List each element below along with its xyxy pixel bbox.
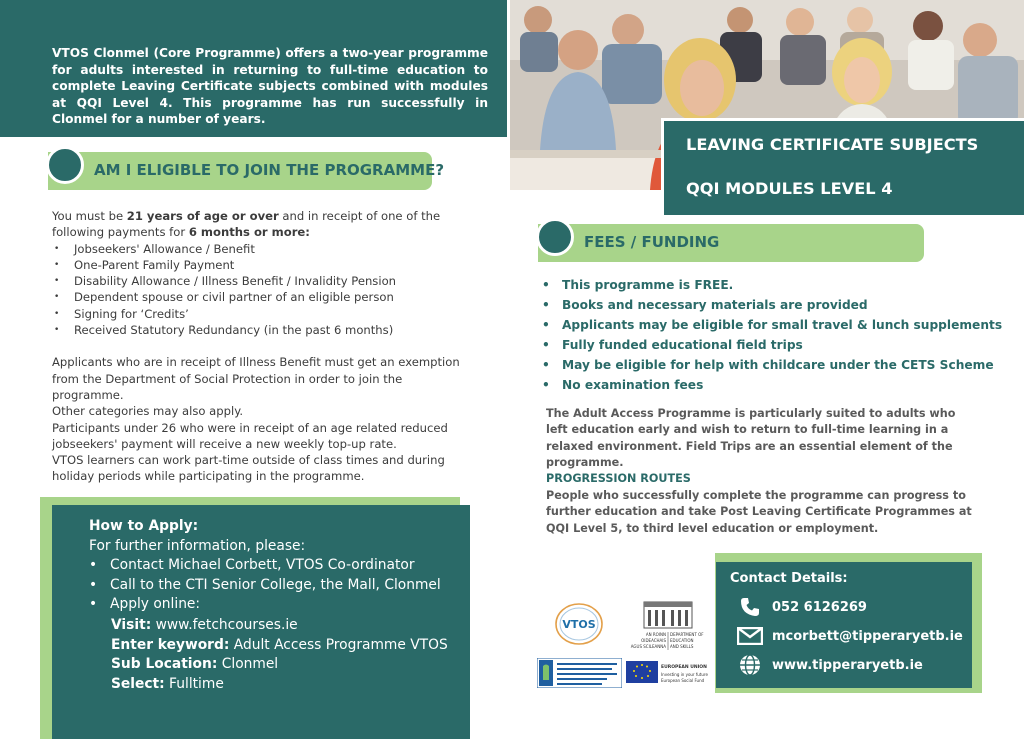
- detail-value: Fulltime: [164, 675, 224, 692]
- website-link[interactable]: www.fetchcourses.ie: [151, 616, 298, 633]
- payment-item: • Received Statutory Redundancy (in the past 6 months): [52, 322, 472, 338]
- fees-item: • This programme is FREE.: [540, 276, 1010, 296]
- fees-item: • Applicants may be eligible for small travel & lunch supplements: [540, 316, 1010, 336]
- department-of-education-logo: [630, 600, 706, 652]
- eligibility-note: VTOS learners can work part-time outside of class times and during holiday periods while participating in the programme.: [52, 453, 445, 484]
- contact-email[interactable]: mcorbett@tipperaryetb.ie: [772, 628, 963, 644]
- eligibility-note: Applicants who are in receipt of Illness Benefit must get an exemption from the Department of Social Protection in order to join the programme.: [52, 355, 460, 402]
- apply-online-details: [111, 616, 470, 694]
- contact-email-row[interactable]: [736, 624, 963, 648]
- fees-item: • May be eligible for help with childcare under the CETS Scheme: [540, 356, 1010, 376]
- detail-label: Visit:: [111, 616, 152, 633]
- fees-item: • Fully funded educational field trips: [540, 336, 1010, 356]
- dept-logo-text: AND SKILLS: [670, 644, 694, 649]
- dept-logo-text: AGUS SCILEANNA: [630, 644, 666, 649]
- dept-logo-text: OIDEACHAIS: [641, 638, 666, 643]
- eligibility-body: [52, 208, 472, 485]
- fees-item: • Books and necessary materials are provided: [540, 296, 1010, 316]
- apply-steps: [89, 556, 470, 615]
- payment-item: • One-Parent Family Payment: [52, 257, 472, 273]
- contact-web-row[interactable]: [736, 653, 923, 677]
- fees-heading-banner: [538, 224, 924, 262]
- intro-text: VTOS Clonmel (Core Programme) offers a two-year programme for adults interested in returning to full-time education to complete Leaving Certificate subjects combined with modules at QQI Level 4. This programme has run successfully in Clonmel for a number of years.: [52, 46, 488, 126]
- fees-heading: FEES / FUNDING: [584, 233, 720, 251]
- eligibility-heading-banner: [48, 152, 445, 190]
- payment-item: • Dependent spouse or civil partner of an eligible person: [52, 289, 472, 305]
- eligibility-intro-part: and in receipt of one of the following payments for: [52, 209, 441, 240]
- subjects-line-leaving-cert: LEAVING CERTIFICATE SUBJECTS: [686, 135, 979, 154]
- envelope-icon: [736, 627, 764, 645]
- apply-step: • Apply online:: [89, 595, 470, 615]
- eligibility-heading: AM I ELIGIBLE TO JOIN THE PROGRAMME?: [94, 161, 445, 179]
- eligibility-intro: [52, 208, 472, 241]
- apply-step: • Call to the CTI Senior College, the Mall, Clonmel: [89, 576, 470, 596]
- european-social-fund-logo: [626, 658, 712, 688]
- detail-label: Sub Location:: [111, 656, 218, 673]
- contact-panel: [716, 562, 972, 688]
- contact-website[interactable]: www.tipperaryetb.ie: [772, 657, 923, 673]
- payment-item: • Signing for ‘Credits’: [52, 306, 472, 322]
- apply-title: How to Apply:: [89, 518, 199, 534]
- intro-panel: [0, 0, 507, 137]
- apply-detail-visit: [111, 616, 470, 636]
- globe-icon: [736, 654, 764, 676]
- progression-title: PROGRESSION ROUTES: [546, 472, 691, 485]
- apply-step: • Contact Michael Corbett, VTOS Co-ordinator: [89, 556, 470, 576]
- detail-value: Clonmel: [217, 656, 279, 673]
- eligibility-age-requirement: 21 years of age or over: [126, 209, 279, 223]
- vtos-logo-text: VTOS: [562, 618, 596, 631]
- dept-logo-text: AN ROINN: [645, 632, 666, 637]
- eligibility-intro-part: You must be: [52, 209, 127, 223]
- eligibility-duration-requirement: 6 months or more:: [188, 225, 310, 240]
- eu-logo-text: European Social Fund: [661, 678, 705, 683]
- eu-logo-text: Investing in your future: [661, 672, 708, 677]
- contact-title: Contact Details:: [730, 571, 848, 586]
- ireland-esf-logo: [537, 658, 622, 688]
- eligibility-note: Participants under 26 who were in receipt of an age related reduced jobseekers' payment will receive a new weekly top-up rate.: [52, 420, 448, 451]
- eu-logo-text: EUROPEAN UNION: [661, 665, 707, 670]
- contact-phone[interactable]: 052 6126269: [772, 599, 867, 615]
- eligibility-note: Other categories may also apply.: [52, 404, 244, 419]
- fees-list: [540, 276, 1010, 395]
- payment-item: • Jobseekers' Allowance / Benefit: [52, 241, 472, 257]
- dept-logo-text: DEPARTMENT OF: [670, 632, 704, 637]
- phone-icon: [736, 597, 764, 617]
- progression-text: People who successfully complete the programme can progress to further education and take Post Leaving Certificate Programmes at QQI Level 5, to third level education or employment.: [546, 489, 972, 535]
- subjects-panel: [661, 118, 1024, 215]
- apply-detail-select: [111, 675, 470, 695]
- payment-item: • Disability Allowance / Illness Benefit / Invalidity Pension: [52, 273, 472, 289]
- heading-bullet-circle: [536, 218, 574, 256]
- heading-bullet-circle: [46, 146, 84, 184]
- contact-phone-row[interactable]: [736, 595, 867, 619]
- apply-intro: For further information, please:: [89, 537, 306, 554]
- detail-label: Enter keyword:: [111, 636, 230, 653]
- apply-detail-keyword: [111, 636, 470, 656]
- payments-list: [52, 241, 472, 339]
- fees-item: • No examination fees: [540, 376, 1010, 396]
- dept-logo-text: EDUCATION: [670, 638, 694, 643]
- subjects-line-qqi: QQI MODULES LEVEL 4: [686, 179, 893, 198]
- programme-description: The Adult Access Programme is particularly suited to adults who left education early and wish to return to full-time learning in a relaxed environment. Field Trips are an essential element of the programme.: [546, 407, 956, 469]
- detail-label: Select:: [111, 675, 165, 692]
- apply-detail-location: [111, 655, 470, 675]
- detail-value: Adult Access Programme VTOS: [229, 636, 448, 653]
- apply-panel: [52, 505, 470, 739]
- vtos-logo: [553, 600, 605, 648]
